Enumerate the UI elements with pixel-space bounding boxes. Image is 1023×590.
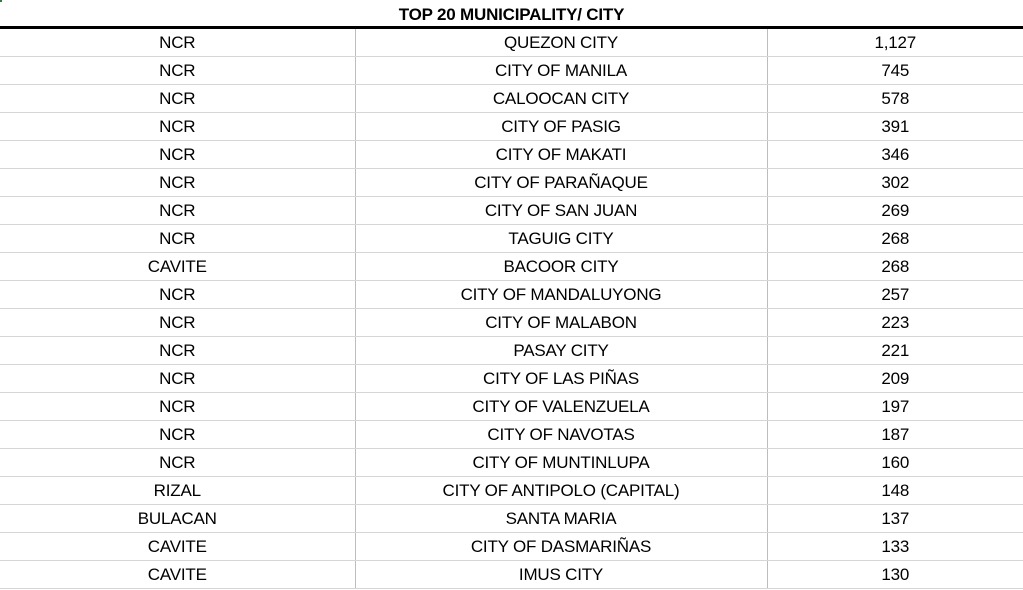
table-row [0, 505, 1023, 533]
city-cell: SANTA MARIA [355, 505, 767, 533]
city-cell: BACOOR CITY [355, 253, 767, 281]
city-cell: CALOOCAN CITY [355, 85, 767, 113]
table-row [0, 533, 1023, 561]
count-cell: 209 [767, 365, 1023, 393]
count-cell: 257 [767, 281, 1023, 309]
city-cell: IMUS CITY [355, 561, 767, 589]
city-cell: CITY OF ANTIPOLO (CAPITAL) [355, 477, 767, 505]
ranking-table [0, 29, 1023, 589]
region-cell: BULACAN [0, 505, 355, 533]
region-cell: NCR [0, 281, 355, 309]
count-cell: 269 [767, 197, 1023, 225]
count-cell: 268 [767, 253, 1023, 281]
table-row [0, 169, 1023, 197]
count-cell: 391 [767, 113, 1023, 141]
city-cell: CITY OF DASMARIÑAS [355, 533, 767, 561]
count-cell: 133 [767, 533, 1023, 561]
table-row [0, 85, 1023, 113]
table-row [0, 365, 1023, 393]
region-cell: NCR [0, 57, 355, 85]
table-title: TOP 20 MUNICIPALITY/ CITY [0, 0, 1023, 29]
region-cell: NCR [0, 29, 355, 57]
city-cell: CITY OF PARAÑAQUE [355, 169, 767, 197]
cell-corner-marker [0, 0, 2, 2]
region-cell: NCR [0, 169, 355, 197]
city-cell: CITY OF LAS PIÑAS [355, 365, 767, 393]
count-cell: 223 [767, 309, 1023, 337]
city-cell: CITY OF VALENZUELA [355, 393, 767, 421]
region-cell: RIZAL [0, 477, 355, 505]
region-cell: NCR [0, 113, 355, 141]
count-cell: 221 [767, 337, 1023, 365]
table-row [0, 29, 1023, 57]
city-cell: PASAY CITY [355, 337, 767, 365]
region-cell: NCR [0, 365, 355, 393]
table-row [0, 477, 1023, 505]
city-cell: TAGUIG CITY [355, 225, 767, 253]
city-cell: CITY OF MANILA [355, 57, 767, 85]
table-row [0, 393, 1023, 421]
count-cell: 137 [767, 505, 1023, 533]
region-cell: NCR [0, 309, 355, 337]
count-cell: 346 [767, 141, 1023, 169]
region-cell: NCR [0, 393, 355, 421]
count-cell: 745 [767, 57, 1023, 85]
table-row [0, 225, 1023, 253]
city-cell: CITY OF MUNTINLUPA [355, 449, 767, 477]
region-cell: NCR [0, 225, 355, 253]
table-row [0, 281, 1023, 309]
table-row [0, 141, 1023, 169]
region-cell: CAVITE [0, 533, 355, 561]
count-cell: 302 [767, 169, 1023, 197]
city-cell: CITY OF MANDALUYONG [355, 281, 767, 309]
city-cell: CITY OF MALABON [355, 309, 767, 337]
region-cell: NCR [0, 85, 355, 113]
city-cell: CITY OF NAVOTAS [355, 421, 767, 449]
count-cell: 197 [767, 393, 1023, 421]
table-row [0, 57, 1023, 85]
region-cell: NCR [0, 141, 355, 169]
region-cell: NCR [0, 337, 355, 365]
city-cell: CITY OF PASIG [355, 113, 767, 141]
region-cell: NCR [0, 421, 355, 449]
region-cell: CAVITE [0, 253, 355, 281]
count-cell: 268 [767, 225, 1023, 253]
region-cell: NCR [0, 197, 355, 225]
city-cell: CITY OF SAN JUAN [355, 197, 767, 225]
table-row [0, 449, 1023, 477]
table-row [0, 309, 1023, 337]
table-row [0, 253, 1023, 281]
city-cell: QUEZON CITY [355, 29, 767, 57]
table-row [0, 197, 1023, 225]
table-row [0, 337, 1023, 365]
table-row [0, 421, 1023, 449]
table-row [0, 113, 1023, 141]
count-cell: 160 [767, 449, 1023, 477]
count-cell: 148 [767, 477, 1023, 505]
count-cell: 130 [767, 561, 1023, 589]
city-cell: CITY OF MAKATI [355, 141, 767, 169]
table-body [0, 29, 1023, 589]
table-row [0, 561, 1023, 589]
count-cell: 1,127 [767, 29, 1023, 57]
region-cell: CAVITE [0, 561, 355, 589]
count-cell: 578 [767, 85, 1023, 113]
count-cell: 187 [767, 421, 1023, 449]
region-cell: NCR [0, 449, 355, 477]
